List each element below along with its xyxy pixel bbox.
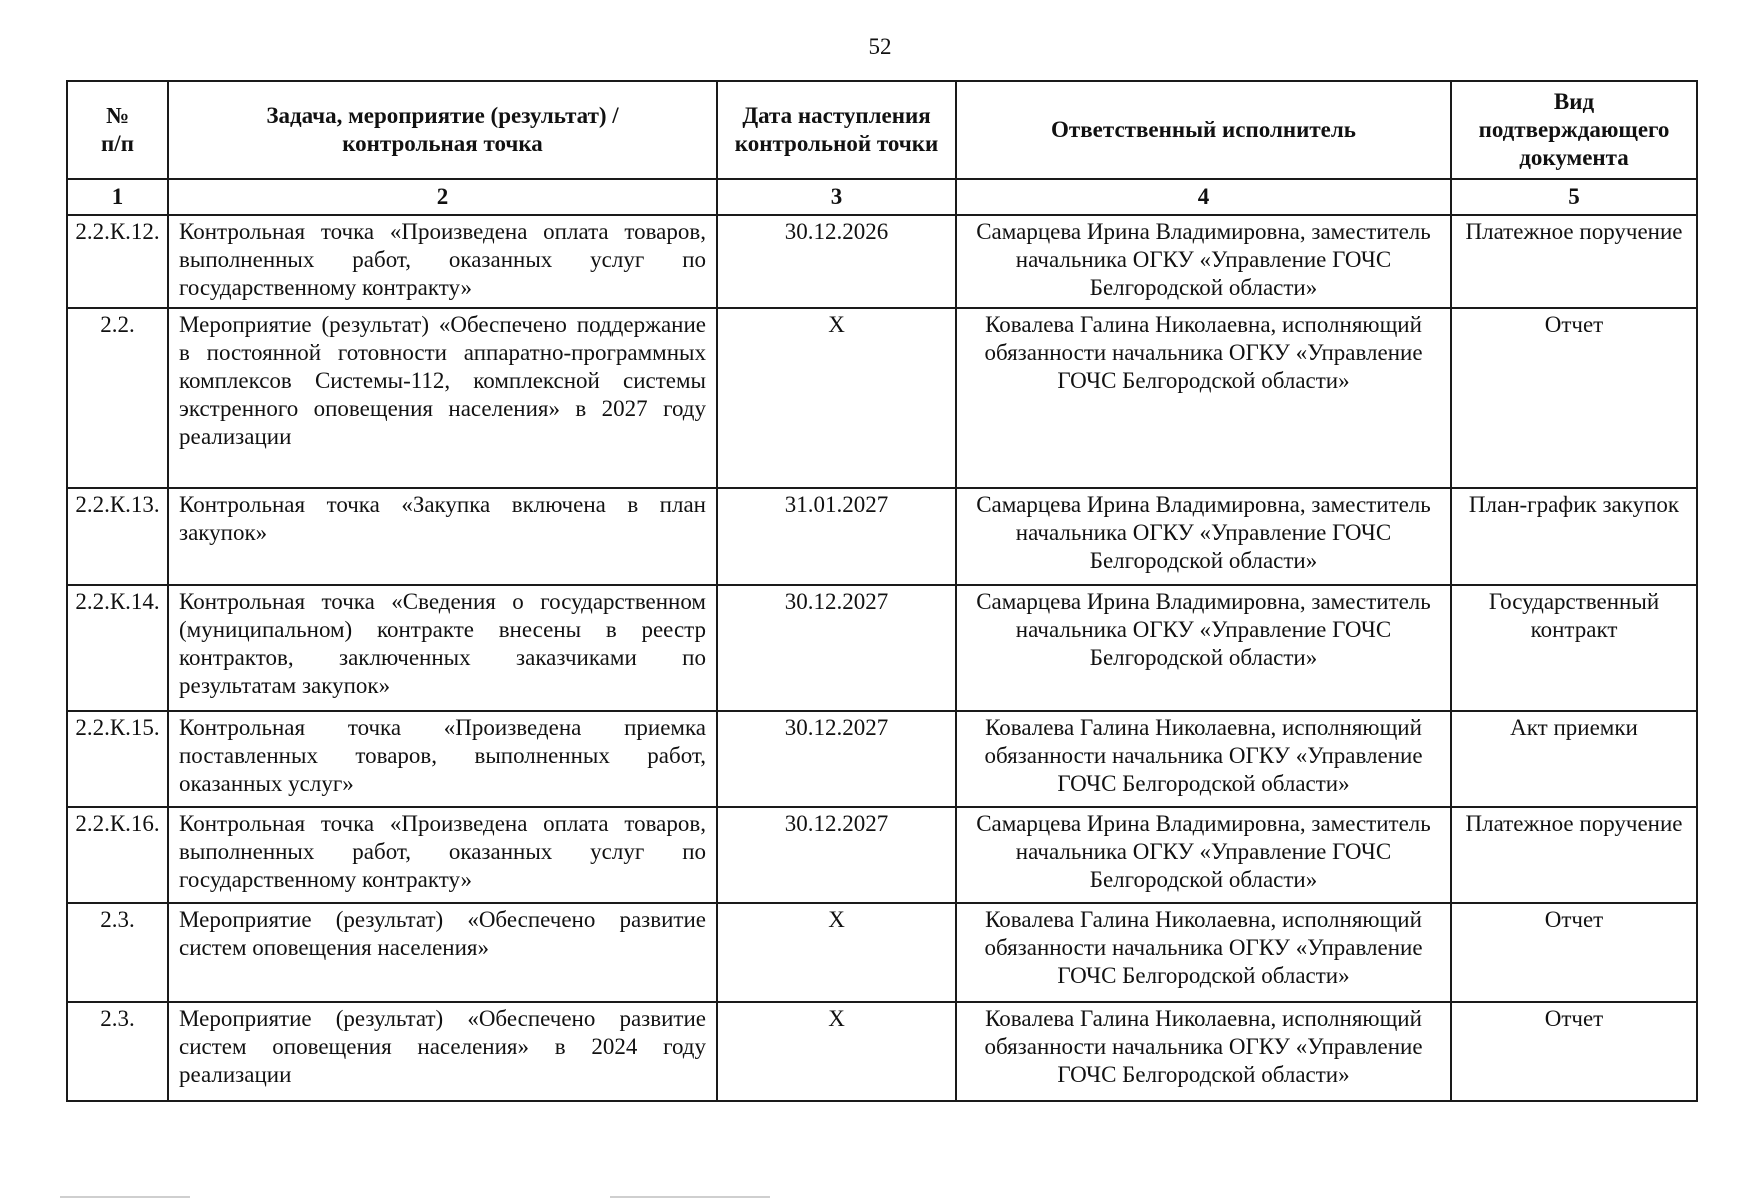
header-date: Дата наступления контрольной точки (717, 81, 956, 179)
row-task: Мероприятие (результат) «Обеспечено развитие систем оповещения населения» (168, 903, 717, 1002)
row-document: Государственный контракт (1451, 585, 1697, 711)
row-responsible: Самарцева Ирина Владимировна, заместитель начальника ОГКУ «Управление ГОЧС Белгородской области» (956, 215, 1451, 308)
column-number: 5 (1451, 179, 1697, 215)
row-task: Контрольная точка «Произведена оплата товаров, выполненных работ, оказанных услуг по государственному контракту» (168, 215, 717, 308)
row-number: 2.2.К.14. (67, 585, 168, 711)
table-row (67, 585, 1697, 711)
control-points-table (66, 80, 1698, 1102)
row-date: 30.12.2027 (717, 711, 956, 807)
row-document: План-график закупок (1451, 488, 1697, 585)
row-number: 2.2.К.13. (67, 488, 168, 585)
row-date: 30.12.2027 (717, 585, 956, 711)
row-number: 2.2.К.12. (67, 215, 168, 308)
row-date: X (717, 1002, 956, 1101)
row-document: Отчет (1451, 1002, 1697, 1101)
row-document: Акт приемки (1451, 711, 1697, 807)
header-row (67, 81, 1697, 179)
column-number: 2 (168, 179, 717, 215)
table-row (67, 488, 1697, 585)
row-document: Отчет (1451, 903, 1697, 1002)
row-task: Контрольная точка «Произведена приемка поставленных товаров, выполненных работ, оказанных услуг» (168, 711, 717, 807)
row-responsible: Ковалева Галина Николаевна, исполняющий обязанности начальника ОГКУ «Управление ГОЧС Белгородской области» (956, 711, 1451, 807)
header-document: Вид подтверждающего документа (1451, 81, 1697, 179)
row-task: Контрольная точка «Закупка включена в план закупок» (168, 488, 717, 585)
table-row (67, 807, 1697, 903)
row-document: Платежное поручение (1451, 807, 1697, 903)
row-task: Мероприятие (результат) «Обеспечено развитие систем оповещения населения» в 2024 году реализации (168, 1002, 717, 1101)
table-row (67, 215, 1697, 308)
row-responsible: Самарцева Ирина Владимировна, заместитель начальника ОГКУ «Управление ГОЧС Белгородской области» (956, 488, 1451, 585)
column-number: 4 (956, 179, 1451, 215)
row-date: 30.12.2026 (717, 215, 956, 308)
row-date: X (717, 308, 956, 488)
row-number: 2.3. (67, 1002, 168, 1101)
row-responsible: Ковалева Галина Николаевна, исполняющий обязанности начальника ОГКУ «Управление ГОЧС Белгородской области» (956, 903, 1451, 1002)
column-number: 3 (717, 179, 956, 215)
row-date: 30.12.2027 (717, 807, 956, 903)
scan-mark (60, 1196, 190, 1198)
row-task: Контрольная точка «Сведения о государственном (муниципальном) контракте внесены в реестр контрактов, заключенных заказчиками по результатам закупок» (168, 585, 717, 711)
row-document: Платежное поручение (1451, 215, 1697, 308)
row-number: 2.2.К.16. (67, 807, 168, 903)
row-number: 2.2.К.15. (67, 711, 168, 807)
row-responsible: Ковалева Галина Николаевна, исполняющий обязанности начальника ОГКУ «Управление ГОЧС Белгородской области» (956, 308, 1451, 488)
row-responsible: Самарцева Ирина Владимировна, заместитель начальника ОГКУ «Управление ГОЧС Белгородской области» (956, 807, 1451, 903)
header-task: Задача, мероприятие (результат) / контрольная точка (168, 81, 717, 179)
row-date: X (717, 903, 956, 1002)
column-number: 1 (67, 179, 168, 215)
page-number: 52 (868, 34, 892, 59)
row-number: 2.3. (67, 903, 168, 1002)
table-row (67, 1002, 1697, 1101)
column-number-row (67, 179, 1697, 215)
row-task: Контрольная точка «Произведена оплата товаров, выполненных работ, оказанных услуг по государственному контракту» (168, 807, 717, 903)
row-date: 31.01.2027 (717, 488, 956, 585)
table-row (67, 308, 1697, 488)
row-task: Мероприятие (результат) «Обеспечено поддержание в постоянной готовности аппаратно-программных комплексов Системы-112, комплексной системы экстренного оповещения населения» в 2027 году реализации (168, 308, 717, 488)
header-responsible: Ответственный исполнитель (956, 81, 1451, 179)
row-responsible: Самарцева Ирина Владимировна, заместитель начальника ОГКУ «Управление ГОЧС Белгородской области» (956, 585, 1451, 711)
table-row (67, 903, 1697, 1002)
row-document: Отчет (1451, 308, 1697, 488)
scan-mark (610, 1196, 770, 1198)
row-responsible: Ковалева Галина Николаевна, исполняющий обязанности начальника ОГКУ «Управление ГОЧС Белгородской области» (956, 1002, 1451, 1101)
row-number: 2.2. (67, 308, 168, 488)
header-number: № п/п (67, 81, 168, 179)
table-row (67, 711, 1697, 807)
